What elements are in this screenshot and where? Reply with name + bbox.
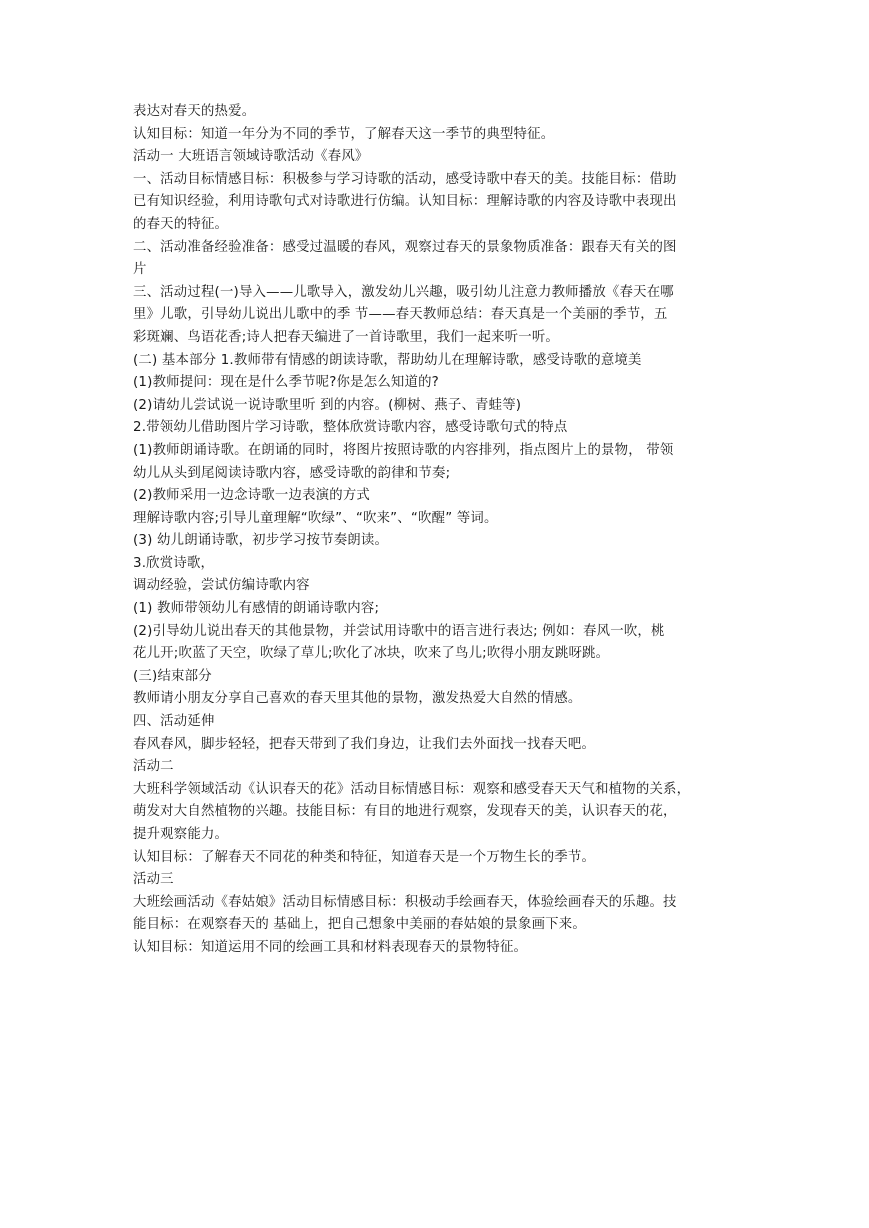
text-line: (1)教师朗诵诗歌。在朗诵的同时，将图片按照诗歌的内容排列，指点图片上的景物， 带领: [133, 442, 674, 458]
section-heading: 活动三: [133, 872, 174, 888]
text-line: (二) 基本部分 1.教师带有情感的朗读诗歌，帮助幼儿在理解诗歌，感受诗歌的意境美: [133, 352, 642, 368]
text-line: 的春天的特征。: [133, 216, 229, 232]
text-line: 萌发对大自然植物的兴趣。技能目标：有目的地进行观察，发现春天的美，认识春天的花，: [133, 804, 677, 820]
text-line: 四、活动延伸: [133, 714, 215, 730]
text-line: 3.欣赏诗歌，: [133, 555, 215, 571]
text-line: (3) 幼儿朗诵诗歌，初步学习按节奏朗读。: [133, 533, 389, 549]
text-line: 片: [133, 262, 147, 278]
text-line: 教师请小朋友分享自己喜欢的春天里其他的景物，激发热爱大自然的情感。: [133, 691, 582, 707]
text-line: 调动经验，尝试仿编诗歌内容: [133, 578, 310, 594]
text-line: (2)请幼儿尝试说一说诗歌里听 到的内容。(柳树、燕子、青蛙等): [133, 397, 522, 413]
section-heading: 活动二: [133, 759, 174, 775]
text-line: 2.带领幼儿借助图片学习诗歌，整体欣赏诗歌内容，感受诗歌句式的特点: [133, 420, 568, 436]
text-line: 理解诗歌内容;引导儿童理解“吹绿”、“吹来”、“吹醒” 等词。: [133, 510, 498, 526]
text-line: 春风春风，脚步轻轻，把春天带到了我们身边，让我们去外面找一找春天吧。: [133, 736, 596, 752]
text-line: 认知目标：了解春天不同花的种类和特征，知道春天是一个万物生长的季节。: [133, 849, 596, 865]
text-line: (2)教师采用一边念诗歌一边表演的方式: [133, 488, 371, 504]
text-line: 大班科学领域活动《认识春天的花》活动目标情感目标：观察和感受春天天气和植物的关系，: [133, 781, 691, 797]
text-line: 认知目标：知道一年分为不同的季节，了解春天这一季节的典型特征。: [133, 126, 555, 142]
text-line: 表达对春天的热爱。: [133, 104, 256, 119]
text-line: 已有知识经验，利用诗歌句式对诗歌进行仿编。认知目标：理解诗歌的内容及诗歌中表现出: [133, 194, 677, 210]
text-line: (2)引导幼儿说出春天的其他景物，并尝试用诗歌中的语言进行表达; 例如：春风一吹，桃: [133, 623, 665, 639]
text-line: 认知目标：知道运用不同的绘画工具和材料表现春天的景物特征。: [133, 939, 528, 955]
text-line: 一、活动目标情感目标：积极参与学习诗歌的活动，感受诗歌中春天的美。技能目标：借助: [133, 171, 677, 187]
text-line: (1) 教师带领幼儿有感情的朗诵诗歌内容;: [133, 601, 380, 617]
text-line: (1)教师提问：现在是什么季节呢?你是怎么知道的?: [133, 375, 439, 391]
text-line: 幼儿从头到尾阅读诗歌内容，感受诗歌的韵律和节奏;: [133, 465, 451, 481]
text-line: 花儿开;吹蓝了天空，吹绿了草儿;吹化了冰块，吹来了鸟儿;吹得小朋友跳呀跳。: [133, 646, 610, 662]
text-line: 能目标：在观察春天的 基础上，把自己想象中美丽的春姑娘的景象画下来。: [133, 917, 586, 933]
text-line: 二、活动准备经验准备：感受过温暖的春风，观察过春天的景象物质准备：跟春天有关的图: [133, 239, 677, 255]
text-line: (三)结束部分: [133, 668, 212, 684]
section-heading: 活动一 大班语言领域诗歌活动《春风》: [133, 149, 369, 165]
document-body: [133, 101, 739, 960]
text-line: 三、活动过程(一)导入——儿歌导入，激发幼儿兴趣，吸引幼儿注意力教师播放《春天在哪: [133, 284, 674, 300]
text-line: 提升观察能力。: [133, 827, 229, 842]
text-line: 大班绘画活动《春姑娘》活动目标情感目标：积极动手绘画春天，体验绘画春天的乐趣。技: [133, 894, 677, 910]
text-line: 里》儿歌，引导幼儿说出儿歌中的季 节——春天教师总结：春天真是一个美丽的季节，五: [133, 307, 668, 323]
text-line: 彩斑斓、鸟语花香;诗人把春天编进了一首诗歌里，我们一起来听一听。: [133, 329, 560, 345]
